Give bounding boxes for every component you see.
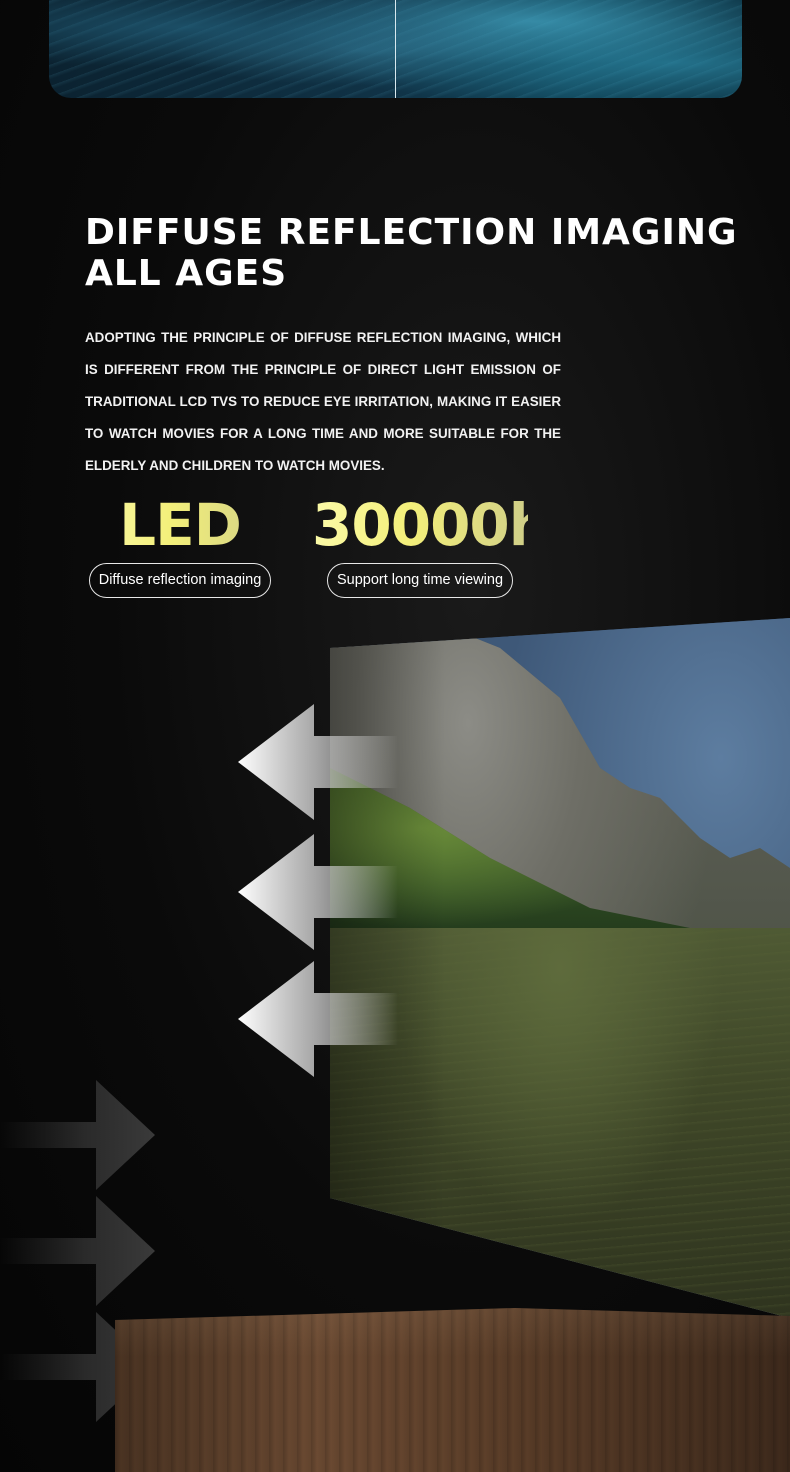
description-text: ADOPTING THE PRINCIPLE OF DIFFUSE REFLECTION IMAGING, WHICH IS DIFFERENT FROM THE PRINCIPLE OF DIRECT LIGHT EMISSION OF TRADITIONAL LCD TVS TO REDUCE EYE IRRITATION, MAKING IT EASIER TO WATCH MOVIES FOR A LONG TIME AND MORE SUITABLE FOR THE ELDERLY AND CHILDREN TO WATCH MOVIES. xyxy=(85,330,561,473)
stat-label-pill: Diffuse reflection imaging xyxy=(89,563,272,598)
arrow-right-icon xyxy=(0,1080,160,1190)
arrow-right-icon xyxy=(0,1196,160,1306)
water-comparison-image xyxy=(49,0,742,98)
stat-value: 30000h xyxy=(312,491,550,559)
stat-lifetime xyxy=(312,490,550,598)
projection-screen-landscape xyxy=(330,618,790,1318)
comparison-divider xyxy=(395,0,396,98)
arrow-left-icon xyxy=(238,834,398,950)
stat-led xyxy=(86,490,274,598)
stat-label-pill: Support long time viewing xyxy=(327,563,513,598)
arrow-left-icon xyxy=(238,961,398,1077)
wooden-cabinet xyxy=(115,1308,790,1472)
arrow-left-icon xyxy=(238,704,398,820)
page-title xyxy=(85,212,738,294)
screen-shade xyxy=(330,618,790,1318)
title-line-1: DIFFUSE REFLECTION IMAGING xyxy=(85,212,738,253)
title-line-2: ALL AGES xyxy=(85,253,288,294)
stat-value: LED xyxy=(86,490,274,560)
